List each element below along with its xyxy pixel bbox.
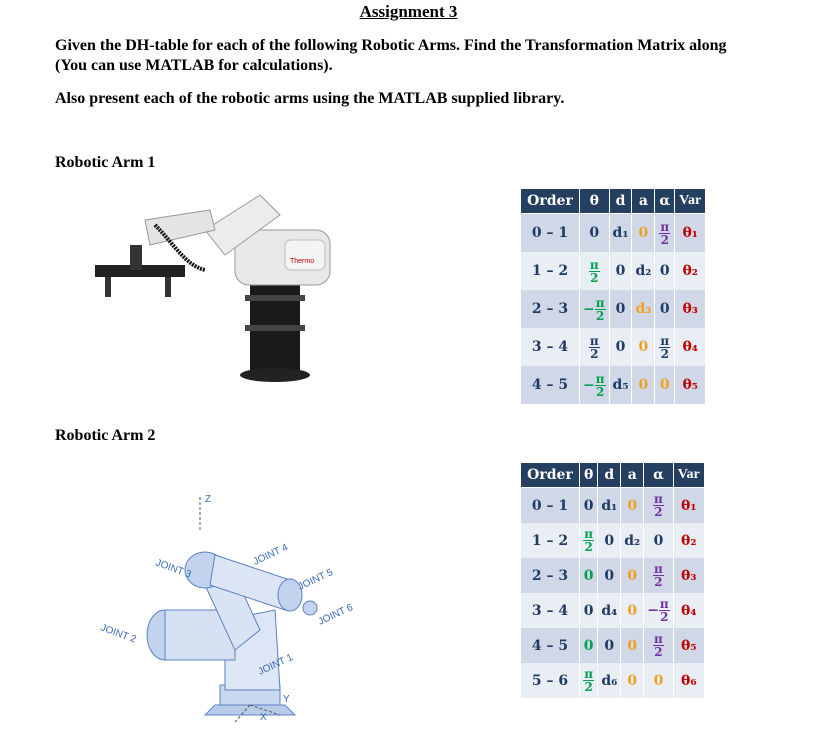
- cell-order: 1 – 2: [521, 523, 580, 558]
- cell-a: 0: [621, 488, 644, 524]
- dh-table-arm1: [520, 188, 706, 404]
- cell-a: 0: [632, 328, 655, 366]
- label-z: Z: [205, 494, 212, 505]
- table-row: [521, 593, 705, 628]
- table-row: [521, 214, 706, 253]
- cell-var: θ₂: [675, 252, 706, 290]
- cell-alpha: 0: [644, 523, 674, 558]
- cell-order: 0 – 1: [521, 214, 580, 253]
- table-row: [521, 290, 706, 328]
- cell-theta: 0: [580, 628, 598, 663]
- cell-theta: − $\frac{\pi}{2}$: [580, 290, 610, 328]
- cell-theta: 0: [580, 558, 598, 593]
- cell-d: 0: [609, 290, 632, 328]
- arm1-forearm: [145, 210, 215, 245]
- table-row: [521, 366, 706, 404]
- cell-a: 0: [632, 214, 655, 253]
- dh-table-header: [521, 463, 705, 488]
- cell-order: 3 – 4: [521, 593, 580, 628]
- cell-alpha: 0: [655, 252, 675, 290]
- cell-var: θ₅: [675, 366, 706, 404]
- dh-table-arm2: [520, 462, 705, 698]
- col-order: Order: [521, 463, 580, 488]
- col-a: a: [621, 463, 644, 488]
- cell-order: 1 – 2: [521, 252, 580, 290]
- table-row: [521, 252, 706, 290]
- label-joint1: JOINT 1: [256, 652, 295, 678]
- col-theta: θ: [580, 463, 598, 488]
- cell-theta: $\frac{\pi}{2}$: [580, 523, 598, 558]
- cell-var: θ₃: [673, 558, 704, 593]
- cell-a: 0: [632, 366, 655, 404]
- arm1-heading: Robotic Arm 1: [55, 154, 156, 171]
- dh-table-header: [521, 189, 706, 214]
- robotic-arm-2-image: [85, 490, 395, 725]
- label-x: X: [260, 712, 267, 723]
- arm2-heading: Robotic Arm 2: [55, 427, 156, 444]
- table-row: [521, 523, 705, 558]
- cell-d: d₄: [598, 593, 621, 628]
- cell-var: θ₅: [673, 628, 704, 663]
- cell-d: d₅: [609, 366, 632, 404]
- cell-d: d₆: [598, 663, 621, 698]
- cell-var: θ₃: [675, 290, 706, 328]
- cell-order: 2 – 3: [521, 558, 580, 593]
- cell-d: 0: [598, 628, 621, 663]
- cell-theta: − $\frac{\pi}{2}$: [580, 366, 610, 404]
- col-d: d: [609, 189, 632, 214]
- instruction-text: Also present each of the robotic arms using the MATLAB supplied library.: [55, 90, 565, 107]
- col-var: Var: [673, 463, 704, 488]
- table-row: [521, 488, 705, 524]
- arm1-base: [250, 270, 300, 375]
- cell-alpha: $\frac{\pi}{2}$: [644, 488, 674, 524]
- col-alpha: α: [655, 189, 675, 214]
- cell-alpha: − $\frac{\pi}{2}$: [644, 593, 674, 628]
- cell-order: 2 – 3: [521, 290, 580, 328]
- cell-var: θ₁: [673, 488, 704, 524]
- cell-var: θ₄: [673, 593, 704, 628]
- cell-alpha: $\frac{\pi}{2}$: [644, 558, 674, 593]
- cell-alpha: $\frac{\pi}{2}$: [655, 328, 675, 366]
- label-y: Y: [283, 694, 290, 705]
- cell-theta: 0: [580, 488, 598, 524]
- cell-order: 5 – 6: [521, 663, 580, 698]
- cell-order: 4 – 5: [521, 628, 580, 663]
- robotic-arm-1-image: [85, 175, 425, 385]
- cell-d: 0: [609, 328, 632, 366]
- table-row: [521, 628, 705, 663]
- col-d: d: [598, 463, 621, 488]
- cell-order: 4 – 5: [521, 366, 580, 404]
- table-row: [521, 558, 705, 593]
- cell-alpha: $\frac{\pi}{2}$: [655, 214, 675, 253]
- cell-theta: $\frac{\pi}{2}$: [580, 663, 598, 698]
- cell-var: θ₆: [673, 663, 704, 698]
- cell-theta: $\frac{\pi}{2}$: [580, 328, 610, 366]
- arm1-brand-label: Thermo: [290, 258, 315, 265]
- cell-a: 0: [621, 663, 644, 698]
- cell-d: d₁: [609, 214, 632, 253]
- label-joint2: JOINT 2: [98, 622, 138, 646]
- intro-text: Given the DH-table for each of the following Robotic Arms. Find the Transformation Matrix along (You can use MATLAB for calculations).: [55, 37, 727, 74]
- cell-alpha: 0: [655, 290, 675, 328]
- cell-alpha: $\frac{\pi}{2}$: [644, 628, 674, 663]
- col-theta: θ: [580, 189, 610, 214]
- label-joint5: JOINT 5: [296, 567, 335, 593]
- cell-alpha: 0: [644, 663, 674, 698]
- cell-var: θ₂: [673, 523, 704, 558]
- document-title: Assignment 3: [359, 2, 458, 21]
- col-alpha: α: [644, 463, 674, 488]
- cell-var: θ₄: [675, 328, 706, 366]
- cell-a: 0: [621, 558, 644, 593]
- cell-a: d₂: [632, 252, 655, 290]
- cell-alpha: 0: [655, 366, 675, 404]
- cell-a: 0: [621, 593, 644, 628]
- label-joint6: JOINT 6: [316, 602, 355, 628]
- cell-a: d₃: [632, 290, 655, 328]
- cell-order: 0 – 1: [521, 488, 580, 524]
- cell-var: θ₁: [675, 214, 706, 253]
- table-row: [521, 328, 706, 366]
- cell-theta: 0: [580, 214, 610, 253]
- col-order: Order: [521, 189, 580, 214]
- label-joint3: JOINT 3: [153, 557, 193, 581]
- cell-d: 0: [598, 523, 621, 558]
- table-row: [521, 663, 705, 698]
- cell-d: d₁: [598, 488, 621, 524]
- cell-d: 0: [609, 252, 632, 290]
- cell-theta: $\frac{\pi}{2}$: [580, 252, 610, 290]
- col-var: Var: [675, 189, 706, 214]
- cell-d: 0: [598, 558, 621, 593]
- cell-a: d₂: [621, 523, 644, 558]
- cell-a: 0: [621, 628, 644, 663]
- col-a: a: [632, 189, 655, 214]
- cell-theta: 0: [580, 593, 598, 628]
- cell-order: 3 – 4: [521, 328, 580, 366]
- label-joint4: JOINT 4: [251, 542, 290, 568]
